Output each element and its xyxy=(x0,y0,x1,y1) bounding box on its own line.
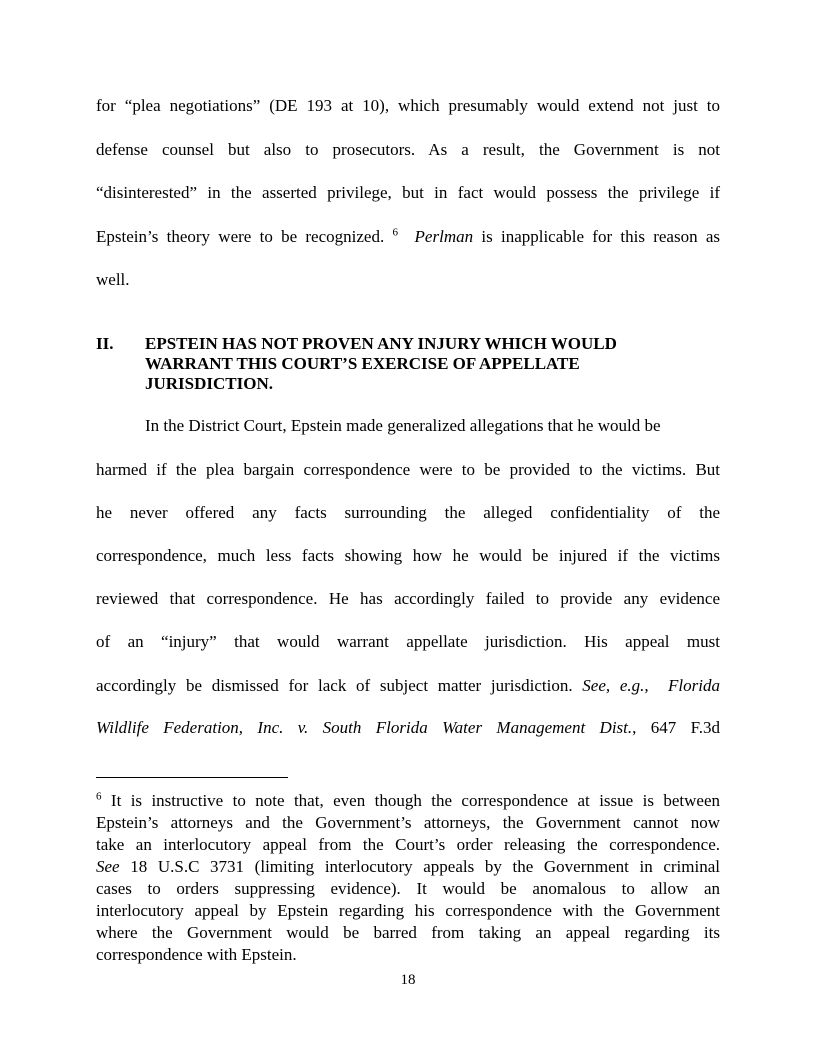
body-line-with-citation xyxy=(96,718,720,738)
footnote-line: take an interlocutory appeal from the Court’s order releasing the correspondence. xyxy=(96,835,720,854)
body-line: well. xyxy=(96,270,130,289)
footnote-line: where the Government would be barred from taking an appeal regarding its xyxy=(96,923,720,942)
footnote-line xyxy=(96,856,720,878)
body-line: harmed if the plea bargain correspondence were to be provided to the victims. But xyxy=(96,460,720,479)
citation-signal: See xyxy=(96,857,120,876)
body-line-with-citation xyxy=(96,676,720,696)
body-text: is inapplicable for this reason as xyxy=(473,227,721,246)
body-line: “disinterested” in the asserted privilege, but in fact would possess the privilege if xyxy=(96,183,720,202)
body-text: Epstein’s theory were to be recognized. xyxy=(96,227,385,246)
body-line: for “plea negotiations” (DE 193 at 10), which presumably would extend not just to xyxy=(96,96,720,115)
footnote-separator xyxy=(96,777,288,778)
section-heading-line: WARRANT THIS COURT’S EXERCISE OF APPELLATE xyxy=(145,354,580,373)
footnote-line xyxy=(96,790,720,812)
body-line: defense counsel but also to prosecutors. As a result, the Government is not xyxy=(96,140,720,159)
citation-reporter: , 647 F.3d xyxy=(632,718,720,737)
body-line-with-footnote-ref xyxy=(96,227,720,247)
body-line: correspondence, much less facts showing how he would be injured if the victims xyxy=(96,546,720,565)
page-number: 18 xyxy=(400,972,416,988)
section-heading-line: EPSTEIN HAS NOT PROVEN ANY INJURY WHICH WOULD xyxy=(145,334,617,353)
footnote-text: 18 U.S.C 3731 (limiting interlocutory appeals by the Government in criminal xyxy=(119,857,720,876)
citation-signal: See, e.g., xyxy=(582,676,649,695)
body-line-indented: In the District Court, Epstein made generalized allegations that he would be xyxy=(145,416,661,435)
section-heading xyxy=(145,334,705,394)
body-line: reviewed that correspondence. He has accordingly failed to provide any evidence xyxy=(96,589,720,608)
footnote-line: correspondence with Epstein. xyxy=(96,945,297,964)
case-name: Florida xyxy=(668,676,720,695)
section-number: II. xyxy=(96,334,114,353)
case-name: Perlman xyxy=(414,227,474,246)
footnote-marker: 6 xyxy=(96,790,102,803)
case-name: Wildlife Federation, Inc. v. South Florida Water Management Dist. xyxy=(96,718,633,737)
section-heading-line: JURISDICTION. xyxy=(145,374,273,393)
footnote-reference: 6 xyxy=(392,226,398,239)
body-line: he never offered any facts surrounding the alleged confidentiality of the xyxy=(96,503,720,522)
footnote-line: cases to orders suppressing evidence). It would be anomalous to allow an xyxy=(96,879,720,898)
body-text: accordingly be dismissed for lack of subject matter jurisdiction. xyxy=(96,676,583,695)
footnote-text: It is instructive to note that, even though the correspondence at issue is between xyxy=(101,791,720,810)
footnote-line: Epstein’s attorneys and the Government’s attorneys, the Government cannot now xyxy=(96,813,720,832)
footnote-line: interlocutory appeal by Epstein regarding his correspondence with the Government xyxy=(96,901,720,920)
body-line: of an “injury” that would warrant appellate jurisdiction. His appeal must xyxy=(96,632,720,651)
